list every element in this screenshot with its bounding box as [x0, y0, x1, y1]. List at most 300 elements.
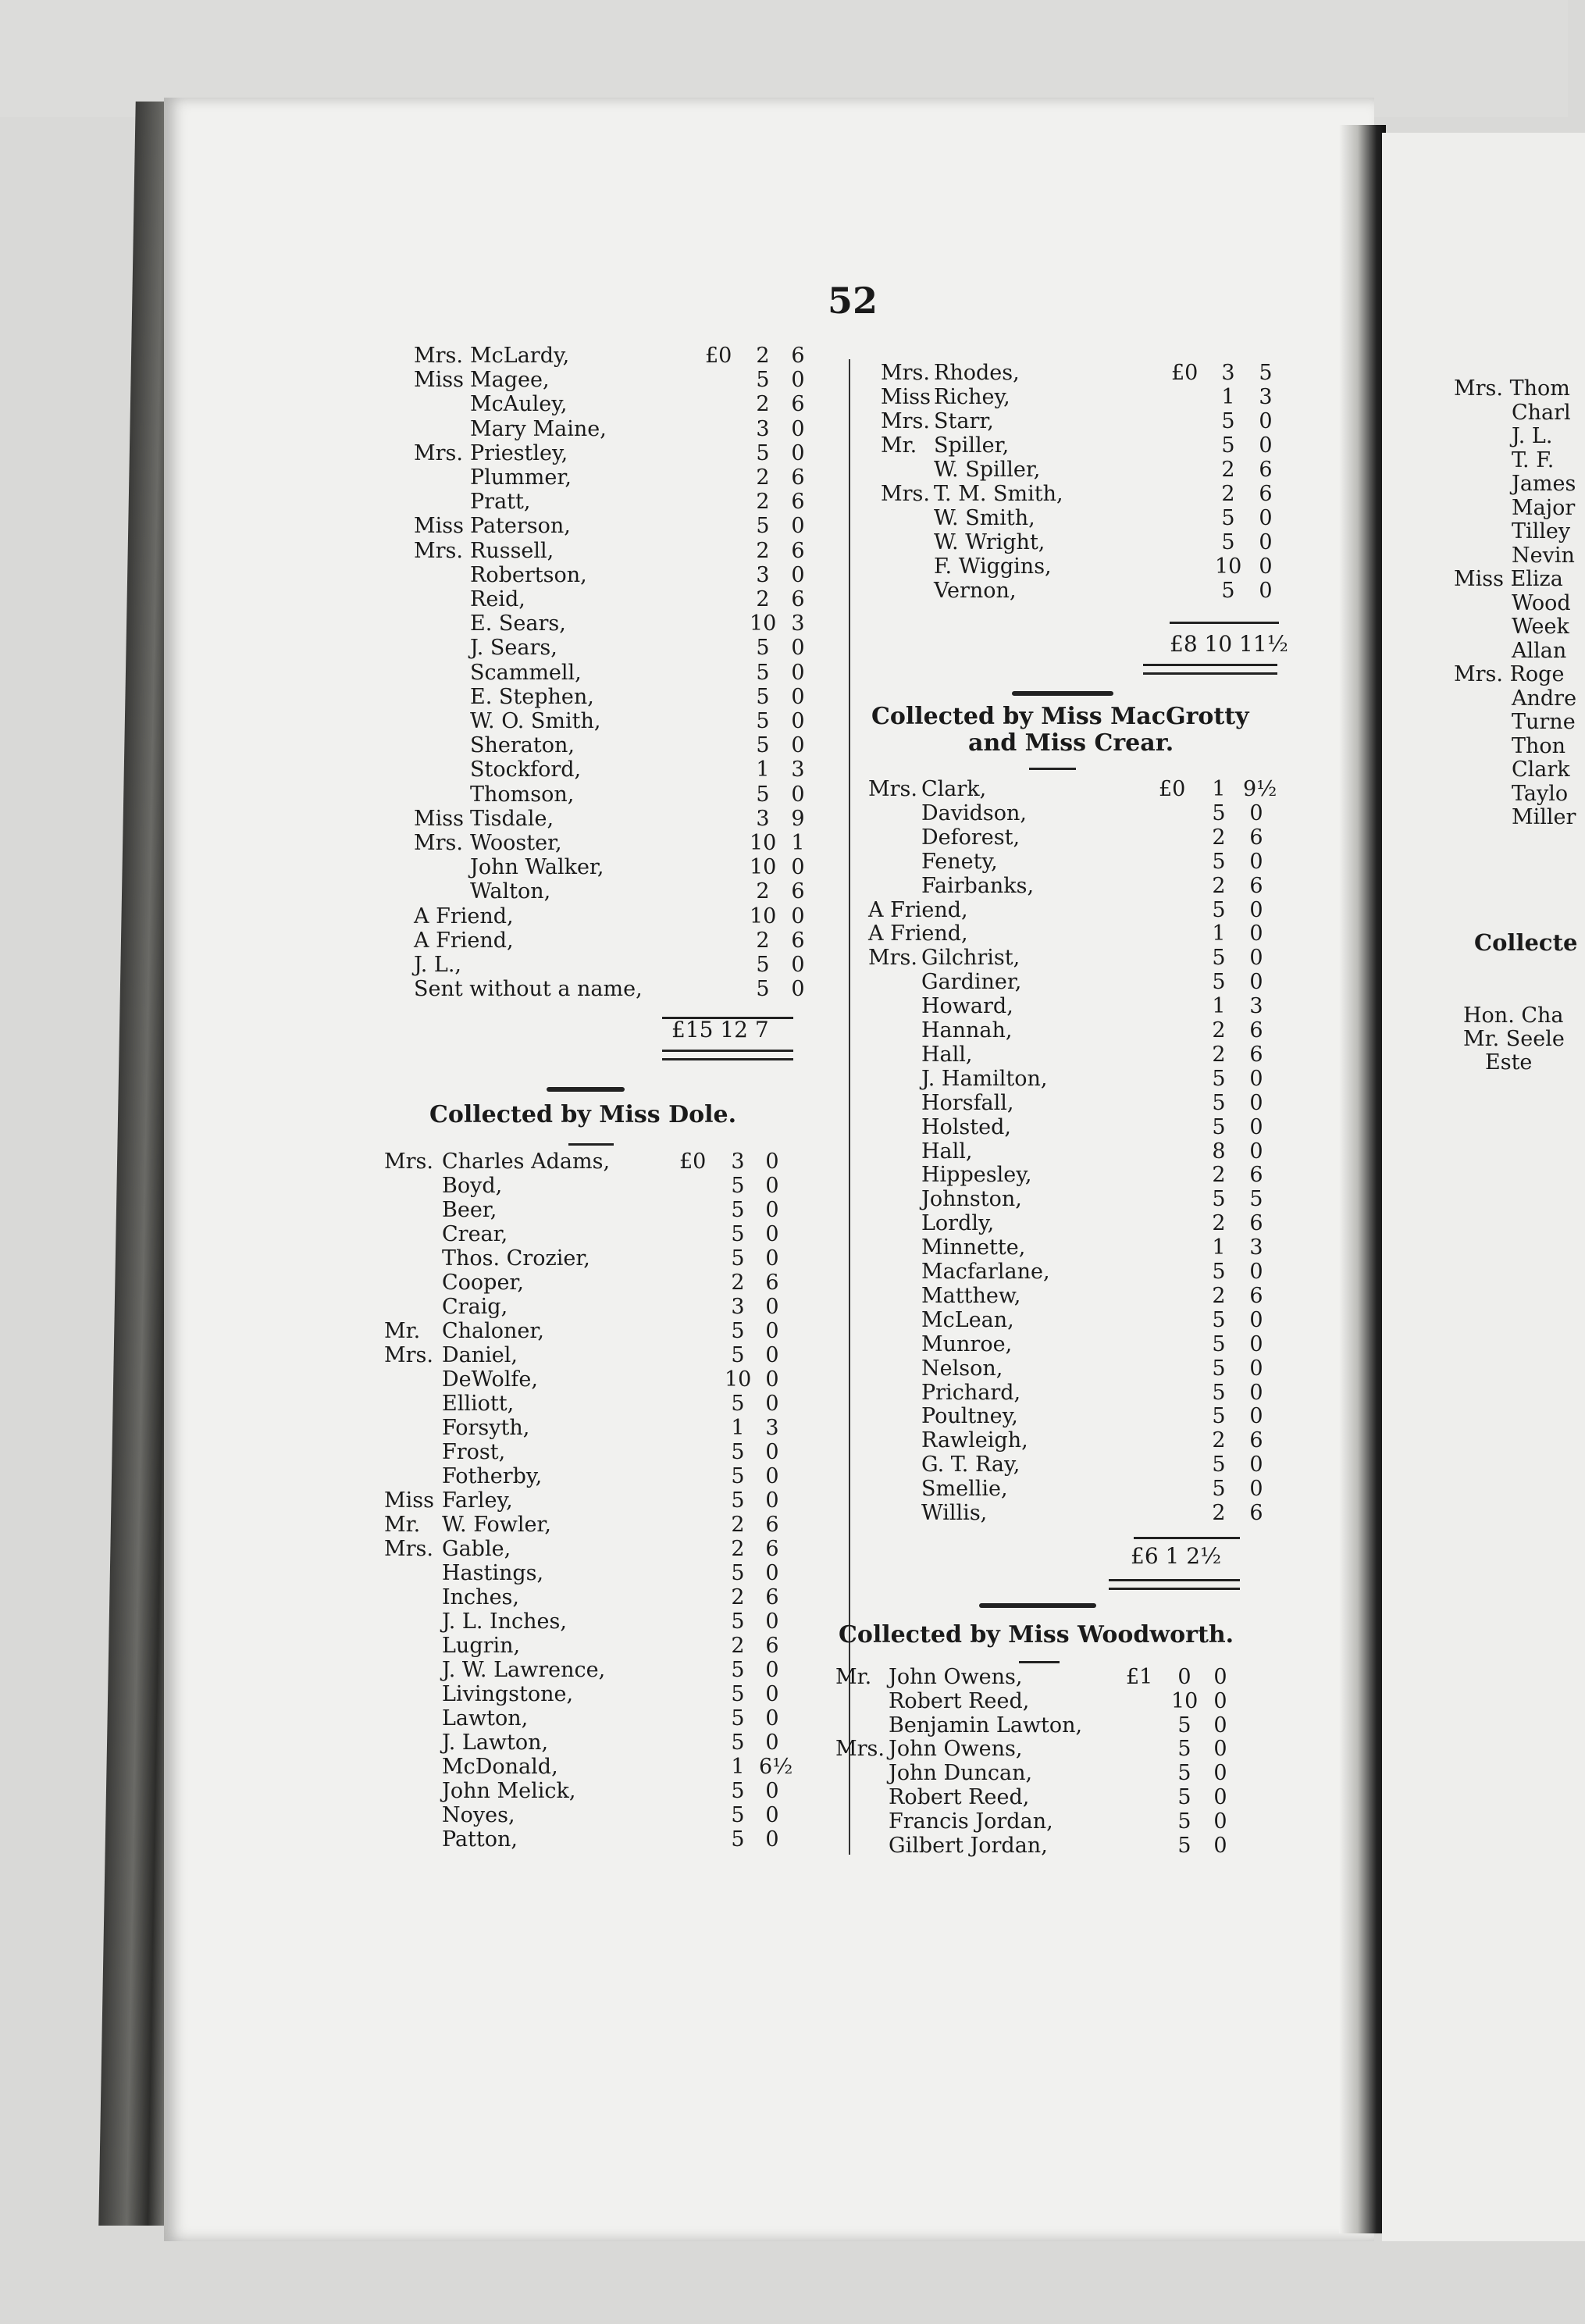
entry-name: Sheraton, — [470, 733, 575, 758]
entry-name: E. Sears, — [470, 611, 566, 636]
right-page-line: Week — [1512, 615, 1569, 639]
amount-shillings: 3 — [756, 416, 770, 441]
amount-pence: 0 — [765, 1246, 779, 1271]
amount-pence: 0 — [1249, 1452, 1263, 1477]
entry-name: Crear, — [442, 1222, 508, 1246]
right-page-line: Turne — [1512, 710, 1576, 734]
right-page-line: Mrs. Thom — [1454, 376, 1570, 401]
amount-shillings: 5 — [1212, 1477, 1226, 1502]
amount-shillings: 10 — [750, 611, 777, 636]
heading-underline — [1029, 768, 1076, 770]
entry-name: Gilchrist, — [921, 946, 1020, 971]
entry-name: E. Stephen, — [470, 684, 594, 709]
amount-pence: 3 — [1249, 1235, 1263, 1260]
amount-pence: 0 — [791, 709, 805, 733]
amount-pence: 0 — [791, 733, 805, 758]
amount-pence: 6 — [791, 344, 805, 368]
right-page-line: Mr. Seele — [1463, 1027, 1565, 1051]
amount-shillings: 2 — [1212, 1163, 1226, 1188]
entry-name: Willis, — [921, 1501, 988, 1525]
right-page-line: Wood — [1512, 590, 1571, 615]
entry-name: Priestley, — [470, 440, 568, 465]
heading-underline — [1019, 1661, 1060, 1663]
amount-pence: 6 — [791, 538, 805, 563]
amount-pounds: £1 — [1126, 1665, 1153, 1689]
amount-shillings: 3 — [731, 1295, 745, 1319]
amount-shillings: 2 — [731, 1537, 745, 1561]
amount-pence: 0 — [1249, 1090, 1263, 1115]
entry-name: Minnette, — [921, 1235, 1026, 1260]
amount-shillings: 5 — [1212, 1452, 1226, 1477]
right-page-line: Clark — [1512, 757, 1570, 782]
entry-name: Munroe, — [921, 1331, 1013, 1356]
amount-pence: 0 — [765, 1706, 779, 1731]
amount-pence: 0 — [791, 953, 805, 977]
entry-name: Gable, — [442, 1537, 511, 1561]
entry-title: Mr. — [384, 1319, 421, 1343]
right-page-line: J. L. — [1512, 424, 1553, 448]
entry-name: Mary Maine, — [470, 416, 607, 441]
amount-shillings: 2 — [1212, 1018, 1226, 1043]
entry-title: Mrs. — [384, 1150, 433, 1174]
entry-name: Livingstone, — [442, 1682, 574, 1706]
entry-name: Starr, — [934, 409, 994, 433]
entry-name: Elliott, — [442, 1392, 515, 1416]
amount-pence: 0 — [765, 1682, 779, 1706]
amount-pence: 0 — [1213, 1737, 1227, 1762]
amount-shillings: 5 — [731, 1440, 745, 1464]
entry-name: Hall, — [921, 1042, 973, 1067]
amount-shillings: 5 — [731, 1827, 745, 1852]
entry-name: Howard, — [921, 994, 1013, 1019]
amount-shillings: 5 — [1212, 1404, 1226, 1429]
amount-shillings: 10 — [1215, 554, 1242, 579]
entry-name: DeWolfe, — [442, 1367, 538, 1392]
entry-name: J. Sears, — [470, 636, 557, 661]
amount-pence: 0 — [1249, 1404, 1263, 1429]
amount-pence: 6 — [1249, 825, 1263, 850]
section-separator — [979, 1603, 1096, 1608]
entry-name: Rhodes, — [934, 361, 1020, 385]
entry-title: Miss — [414, 368, 464, 393]
amount-pence: 0 — [765, 1198, 779, 1222]
entry-name: Matthew, — [921, 1283, 1021, 1308]
amount-pence: 0 — [1249, 897, 1263, 922]
amount-pence: 6 — [765, 1513, 779, 1537]
amount-pence: 0 — [1249, 1380, 1263, 1405]
amount-shillings: 5 — [731, 1609, 745, 1634]
entry-name: W. Wright, — [934, 530, 1045, 554]
amount-shillings: 10 — [1171, 1688, 1199, 1713]
entry-name: Charles Adams, — [442, 1150, 611, 1174]
amount-pence: 6 — [1249, 1211, 1263, 1236]
right-page-line: Allan — [1512, 638, 1567, 663]
amount-pence: 0 — [1213, 1713, 1227, 1738]
amount-shillings: 2 — [1221, 482, 1235, 506]
entry-name: W. Fowler, — [442, 1513, 551, 1537]
entry-name: Scammell, — [470, 660, 582, 685]
dole-heading: Collected by Miss Dole. — [429, 1101, 737, 1128]
entry-name: Forsyth, — [442, 1416, 530, 1440]
right-page-line: T. F. — [1512, 447, 1555, 472]
amount-shillings: 2 — [756, 879, 770, 904]
entry-name: Thomson, — [470, 782, 575, 807]
amount-shillings: 5 — [731, 1222, 745, 1246]
right-page-line: Mrs. Roge — [1454, 662, 1565, 686]
right-page-line: Andre — [1512, 686, 1577, 711]
amount-shillings: 1 — [1212, 921, 1226, 946]
entry-name: Poultney, — [921, 1404, 1018, 1429]
entry-title: Miss — [414, 806, 464, 831]
amount-pence: 6 — [765, 1585, 779, 1609]
amount-shillings: 2 — [756, 344, 770, 368]
book-gutter — [1339, 125, 1386, 2233]
amount-pence: 3 — [1259, 385, 1273, 409]
amount-pence: 0 — [1259, 579, 1273, 603]
amount-pence: 0 — [1249, 1356, 1263, 1381]
amount-shillings: 5 — [1177, 1785, 1191, 1809]
amount-pence: 6½ — [759, 1755, 793, 1779]
amount-shillings: 5 — [1177, 1809, 1191, 1834]
entry-name: Paterson, — [470, 514, 571, 539]
entry-name: J. Lawton, — [442, 1731, 549, 1755]
amount-shillings: 5 — [1212, 1356, 1226, 1381]
amount-pence: 0 — [765, 1658, 779, 1682]
amount-pence: 0 — [1213, 1785, 1227, 1809]
amount-shillings: 2 — [1221, 458, 1235, 482]
amount-shillings: 5 — [731, 1779, 745, 1803]
amount-pence: 0 — [1249, 1307, 1263, 1332]
amount-shillings: 2 — [1212, 1042, 1226, 1067]
entry-title: Miss — [414, 514, 464, 539]
amount-pence: 0 — [1249, 970, 1263, 995]
woodworth-heading: Collected by Miss Woodworth. — [839, 1621, 1234, 1649]
amount-shillings: 5 — [1212, 1090, 1226, 1115]
entry-name: Plummer, — [470, 465, 572, 490]
entry-title: A Friend, — [868, 921, 968, 946]
column-2-top-total: £8 10 11½ — [1170, 631, 1288, 657]
entry-name: Chaloner, — [442, 1319, 544, 1343]
amount-shillings: 5 — [731, 1174, 745, 1198]
entry-name: J. W. Lawrence, — [442, 1658, 606, 1682]
amount-pence: 6 — [1249, 1042, 1263, 1067]
amount-shillings: 5 — [731, 1561, 745, 1585]
entry-name: Rawleigh, — [921, 1428, 1028, 1453]
macgrotty-total: £6 1 2½ — [1131, 1543, 1222, 1569]
amount-pence: 6 — [791, 928, 805, 953]
amount-shillings: 2 — [756, 392, 770, 417]
amount-pence: 0 — [1249, 1066, 1263, 1091]
amount-pence: 9½ — [1243, 777, 1277, 801]
entry-name: Fairbanks, — [921, 873, 1035, 898]
amount-pence: 0 — [791, 684, 805, 709]
right-page-heading: Collecte — [1474, 929, 1578, 956]
amount-shillings: 5 — [756, 684, 770, 709]
amount-pence: 0 — [791, 855, 805, 880]
entry-title: Mrs. — [835, 1737, 885, 1762]
amount-shillings: 5 — [731, 1658, 745, 1682]
entry-name: Benjamin Lawton, — [889, 1713, 1083, 1738]
amount-shillings: 5 — [1177, 1713, 1191, 1738]
entry-name: Lawton, — [442, 1706, 529, 1731]
entry-name: John Duncan, — [889, 1761, 1033, 1786]
amount-shillings: 2 — [1212, 1428, 1226, 1453]
amount-shillings: 0 — [1177, 1665, 1191, 1689]
entry-name: W. O. Smith, — [470, 709, 601, 733]
entry-name: W. Smith, — [934, 506, 1035, 530]
amount-pence: 6 — [765, 1634, 779, 1658]
amount-pence: 0 — [765, 1731, 779, 1755]
amount-pence: 6 — [1249, 1501, 1263, 1525]
amount-shillings: 10 — [750, 855, 777, 880]
entry-name: Farley, — [442, 1488, 513, 1513]
amount-shillings: 2 — [731, 1634, 745, 1658]
right-page-line: Hon. Cha — [1463, 1003, 1564, 1028]
amount-pence: 0 — [1213, 1665, 1227, 1689]
amount-shillings: 5 — [731, 1731, 745, 1755]
amount-shillings: 5 — [1221, 409, 1235, 433]
amount-pence: 6 — [1249, 1283, 1263, 1308]
amount-shillings: 5 — [756, 709, 770, 733]
amount-shillings: 1 — [1221, 385, 1235, 409]
entry-title: Mrs. — [414, 344, 463, 368]
amount-pence: 0 — [1249, 1139, 1263, 1164]
section-separator — [1012, 691, 1113, 696]
entry-name: Craig, — [442, 1295, 508, 1319]
amount-pence: 0 — [1249, 1331, 1263, 1356]
entry-title: J. L., — [414, 953, 461, 977]
right-page-line: Miss Eliza — [1454, 567, 1563, 591]
right-page-line: Este — [1485, 1050, 1533, 1075]
amount-pence: 0 — [791, 660, 805, 685]
amount-pence: 0 — [791, 977, 805, 1002]
amount-pence: 6 — [765, 1271, 779, 1295]
entry-name: McAuley, — [470, 392, 568, 417]
entry-title: Mrs. — [414, 440, 463, 465]
entry-name: Johnston, — [921, 1187, 1022, 1212]
amount-pence: 0 — [765, 1343, 779, 1367]
amount-pence: 3 — [791, 611, 805, 636]
entry-name: Hall, — [921, 1139, 973, 1164]
amount-shillings: 5 — [731, 1464, 745, 1488]
column-1-total: £15 12 7 — [671, 1017, 769, 1043]
entry-name: McLean, — [921, 1307, 1014, 1332]
entry-title: Mr. — [384, 1513, 421, 1537]
entry-title: Mrs. — [384, 1343, 433, 1367]
entry-title: Mrs. — [868, 777, 917, 801]
amount-pence: 6 — [1259, 458, 1273, 482]
amount-pence: 0 — [1249, 946, 1263, 971]
amount-pence: 0 — [765, 1174, 779, 1198]
amount-pence: 0 — [1249, 921, 1263, 946]
entry-title: Mrs. — [414, 831, 463, 855]
amount-shillings: 5 — [1221, 530, 1235, 554]
entry-title: A Friend, — [868, 897, 968, 922]
entry-name: Macfarlane, — [921, 1260, 1050, 1284]
entry-title: Mrs. — [414, 538, 463, 563]
entry-name: Robert Reed, — [889, 1785, 1030, 1809]
entry-name: Beer, — [442, 1198, 497, 1222]
amount-pence: 0 — [765, 1222, 779, 1246]
amount-shillings: 1 — [756, 757, 770, 782]
entry-name: Pratt, — [470, 490, 531, 515]
right-page-line: James — [1512, 472, 1576, 496]
amount-pence: 0 — [791, 440, 805, 465]
amount-shillings: 10 — [750, 904, 777, 929]
amount-pounds: £0 — [705, 344, 732, 368]
entry-title: Miss — [384, 1488, 434, 1513]
entry-title: Mr. — [835, 1665, 872, 1689]
amount-pence: 0 — [1259, 409, 1273, 433]
amount-shillings: 5 — [1212, 1380, 1226, 1405]
amount-pence: 0 — [765, 1150, 779, 1174]
amount-pence: 0 — [765, 1392, 779, 1416]
entry-title: Mrs. — [384, 1537, 433, 1561]
amount-shillings: 5 — [1212, 800, 1226, 825]
entry-name: Reid, — [470, 587, 525, 611]
entry-name: John Owens, — [889, 1737, 1023, 1762]
amount-pence: 6 — [1249, 1428, 1263, 1453]
amount-shillings: 2 — [756, 538, 770, 563]
amount-shillings: 10 — [750, 831, 777, 855]
amount-shillings: 2 — [731, 1271, 745, 1295]
amount-pence: 6 — [765, 1537, 779, 1561]
right-page-line: Miller — [1512, 805, 1576, 829]
amount-shillings: 5 — [731, 1343, 745, 1367]
amount-shillings: 5 — [756, 953, 770, 977]
entry-name: Walton, — [470, 879, 551, 904]
amount-shillings: 5 — [731, 1682, 745, 1706]
entry-name: Vernon, — [934, 579, 1017, 603]
amount-shillings: 5 — [1212, 970, 1226, 995]
amount-shillings: 5 — [731, 1319, 745, 1343]
entry-name: John Melick, — [442, 1779, 576, 1803]
entry-name: Prichard, — [921, 1380, 1021, 1405]
entry-name: Russell, — [470, 538, 554, 563]
entry-name: Horsfall, — [921, 1090, 1014, 1115]
macgrotty-heading-2: and Miss Crear. — [968, 729, 1174, 757]
entry-name: J. Hamilton, — [921, 1066, 1048, 1091]
section-separator — [547, 1087, 625, 1092]
entry-name: Francis Jordan, — [889, 1809, 1053, 1834]
amount-shillings: 5 — [1212, 897, 1226, 922]
right-page-line: Thon — [1512, 733, 1566, 758]
amount-shillings: 1 — [731, 1416, 745, 1440]
amount-pence: 0 — [1249, 800, 1263, 825]
heading-underline — [568, 1143, 614, 1146]
entry-name: Holsted, — [921, 1114, 1011, 1139]
amount-shillings: 2 — [1212, 1283, 1226, 1308]
amount-pence: 0 — [765, 1319, 779, 1343]
amount-pence: 1 — [791, 831, 805, 855]
amount-pounds: £0 — [679, 1150, 707, 1174]
entry-name: John Owens, — [889, 1665, 1023, 1689]
amount-shillings: 2 — [1212, 1211, 1226, 1236]
entry-name: Tisdale, — [470, 806, 554, 831]
entry-name: Lugrin, — [442, 1634, 521, 1658]
amount-shillings: 8 — [1212, 1139, 1226, 1164]
amount-pence: 0 — [1213, 1761, 1227, 1786]
amount-shillings: 3 — [756, 562, 770, 587]
amount-shillings: 3 — [731, 1150, 745, 1174]
entry-name: Davidson, — [921, 800, 1027, 825]
entry-name: Fotherby, — [442, 1464, 543, 1488]
amount-shillings: 5 — [731, 1803, 745, 1827]
macgrotty-heading-1: Collected by Miss MacGrotty — [871, 703, 1249, 730]
amount-pence: 0 — [1249, 1260, 1263, 1284]
entry-name: Stockford, — [470, 757, 582, 782]
entry-name: Hannah, — [921, 1018, 1013, 1043]
right-page-line: Taylo — [1512, 781, 1569, 806]
amount-shillings: 5 — [756, 440, 770, 465]
amount-pence: 0 — [765, 1295, 779, 1319]
amount-pence: 0 — [791, 562, 805, 587]
amount-pence: 6 — [791, 490, 805, 515]
amount-pence: 0 — [1259, 506, 1273, 530]
amount-pence: 9 — [791, 806, 805, 831]
entry-title: Mr. — [881, 433, 917, 458]
entry-name: Gardiner, — [921, 970, 1022, 995]
amount-pence: 0 — [1213, 1833, 1227, 1858]
right-page-line: Nevin — [1512, 543, 1575, 568]
amount-shillings: 5 — [731, 1198, 745, 1222]
amount-shillings: 5 — [731, 1246, 745, 1271]
amount-pence: 0 — [765, 1827, 779, 1852]
amount-pence: 5 — [1249, 1187, 1263, 1212]
amount-pence: 5 — [1259, 361, 1273, 385]
amount-shillings: 5 — [756, 636, 770, 661]
amount-pence: 0 — [1213, 1688, 1227, 1713]
entry-name: Magee, — [470, 368, 550, 393]
entry-name: McLardy, — [470, 344, 570, 368]
total-rule — [1134, 1537, 1240, 1539]
amount-pence: 3 — [765, 1416, 779, 1440]
amount-shillings: 5 — [1212, 1114, 1226, 1139]
entry-title: Mrs. — [881, 361, 930, 385]
amount-pence: 0 — [765, 1488, 779, 1513]
double-rule — [1109, 1579, 1240, 1590]
amount-shillings: 2 — [731, 1585, 745, 1609]
entry-name: Wooster, — [470, 831, 562, 855]
entry-title: Mrs. — [881, 482, 930, 506]
amount-shillings: 3 — [1221, 361, 1235, 385]
amount-shillings: 5 — [731, 1706, 745, 1731]
entry-name: Hippesley, — [921, 1163, 1032, 1188]
amount-pence: 3 — [1249, 994, 1263, 1019]
entry-name: Robertson, — [470, 562, 587, 587]
amount-pence: 0 — [1249, 1477, 1263, 1502]
amount-pence: 0 — [765, 1561, 779, 1585]
amount-shillings: 5 — [756, 514, 770, 539]
double-rule — [662, 1050, 793, 1060]
entry-name: Cooper, — [442, 1271, 524, 1295]
entry-name: G. T. Ray, — [921, 1452, 1020, 1477]
amount-pence: 0 — [791, 368, 805, 393]
amount-pence: 6 — [1259, 482, 1273, 506]
amount-pence: 0 — [1213, 1809, 1227, 1834]
amount-shillings: 5 — [1221, 433, 1235, 458]
amount-shillings: 5 — [1212, 1307, 1226, 1332]
amount-shillings: 5 — [1212, 1187, 1226, 1212]
amount-shillings: 1 — [1212, 777, 1226, 801]
amount-shillings: 1 — [1212, 994, 1226, 1019]
amount-pence: 6 — [791, 879, 805, 904]
amount-pence: 0 — [765, 1609, 779, 1634]
amount-shillings: 5 — [1212, 1331, 1226, 1356]
amount-shillings: 5 — [1212, 849, 1226, 874]
amount-pence: 0 — [1259, 530, 1273, 554]
amount-shillings: 2 — [756, 490, 770, 515]
